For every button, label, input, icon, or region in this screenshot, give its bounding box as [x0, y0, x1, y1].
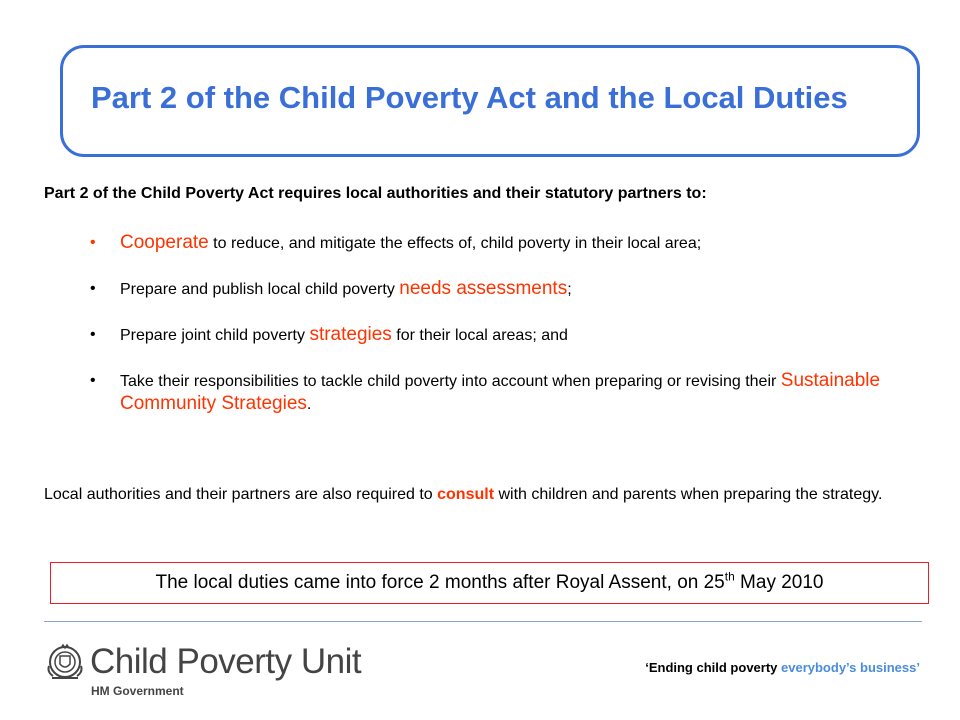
- bullet-icon: •: [90, 372, 96, 389]
- intro-text: Part 2 of the Child Poverty Act requires local authorities and their statutory partners to:: [44, 185, 707, 202]
- list-item: [86, 324, 916, 347]
- paragraph-text: with children and parents when preparing the strategy.: [494, 486, 883, 503]
- highlight-text: needs assessments: [399, 278, 568, 299]
- bullet-icon: •: [90, 326, 96, 343]
- consult-paragraph: [44, 483, 924, 507]
- list-item: [86, 278, 916, 301]
- item-text: Prepare and publish local child poverty: [120, 281, 400, 298]
- notice-superscript: th: [724, 569, 735, 584]
- item-text: to reduce, and mitigate the effects of, child poverty in their local area;: [208, 235, 702, 252]
- bullet-icon: •: [90, 234, 96, 251]
- page-title: Part 2 of the Child Poverty Act and the Local Duties: [91, 80, 848, 115]
- item-text: Prepare joint child poverty: [120, 327, 310, 344]
- tagline: [645, 660, 920, 675]
- notice-text: May 2010: [734, 572, 824, 593]
- notice-text: The local duties came into force 2 months after Royal Assent, on 25: [155, 572, 725, 593]
- highlight-text: Sustainable Community Strategies: [120, 370, 881, 414]
- duties-list: [86, 232, 916, 439]
- tagline-text: ‘Ending child poverty: [645, 660, 782, 675]
- unit-name: Child Poverty Unit: [90, 642, 362, 681]
- item-text: .: [306, 396, 312, 413]
- footer-divider: [44, 621, 922, 622]
- bullet-icon: •: [90, 280, 96, 297]
- highlight-text: Cooperate: [120, 232, 209, 253]
- item-text: for their local areas; and: [391, 327, 568, 344]
- title-box: [60, 45, 920, 157]
- paragraph-text: Local authorities and their partners are also required to: [44, 486, 438, 503]
- highlight-text: strategies: [309, 324, 392, 345]
- commencement-notice: [50, 562, 929, 604]
- tagline-highlight: everybody’s business’: [781, 660, 920, 675]
- list-item: [86, 232, 916, 255]
- government-label: HM Government: [91, 684, 184, 698]
- child-poverty-unit-logo: [44, 640, 364, 700]
- consult-highlight: consult: [437, 486, 495, 503]
- list-item: [86, 370, 916, 416]
- royal-crest-icon: [44, 642, 86, 682]
- item-text: ;: [567, 281, 572, 298]
- item-text: Take their responsibilities to tackle child poverty into account when preparing or revising their: [120, 373, 781, 390]
